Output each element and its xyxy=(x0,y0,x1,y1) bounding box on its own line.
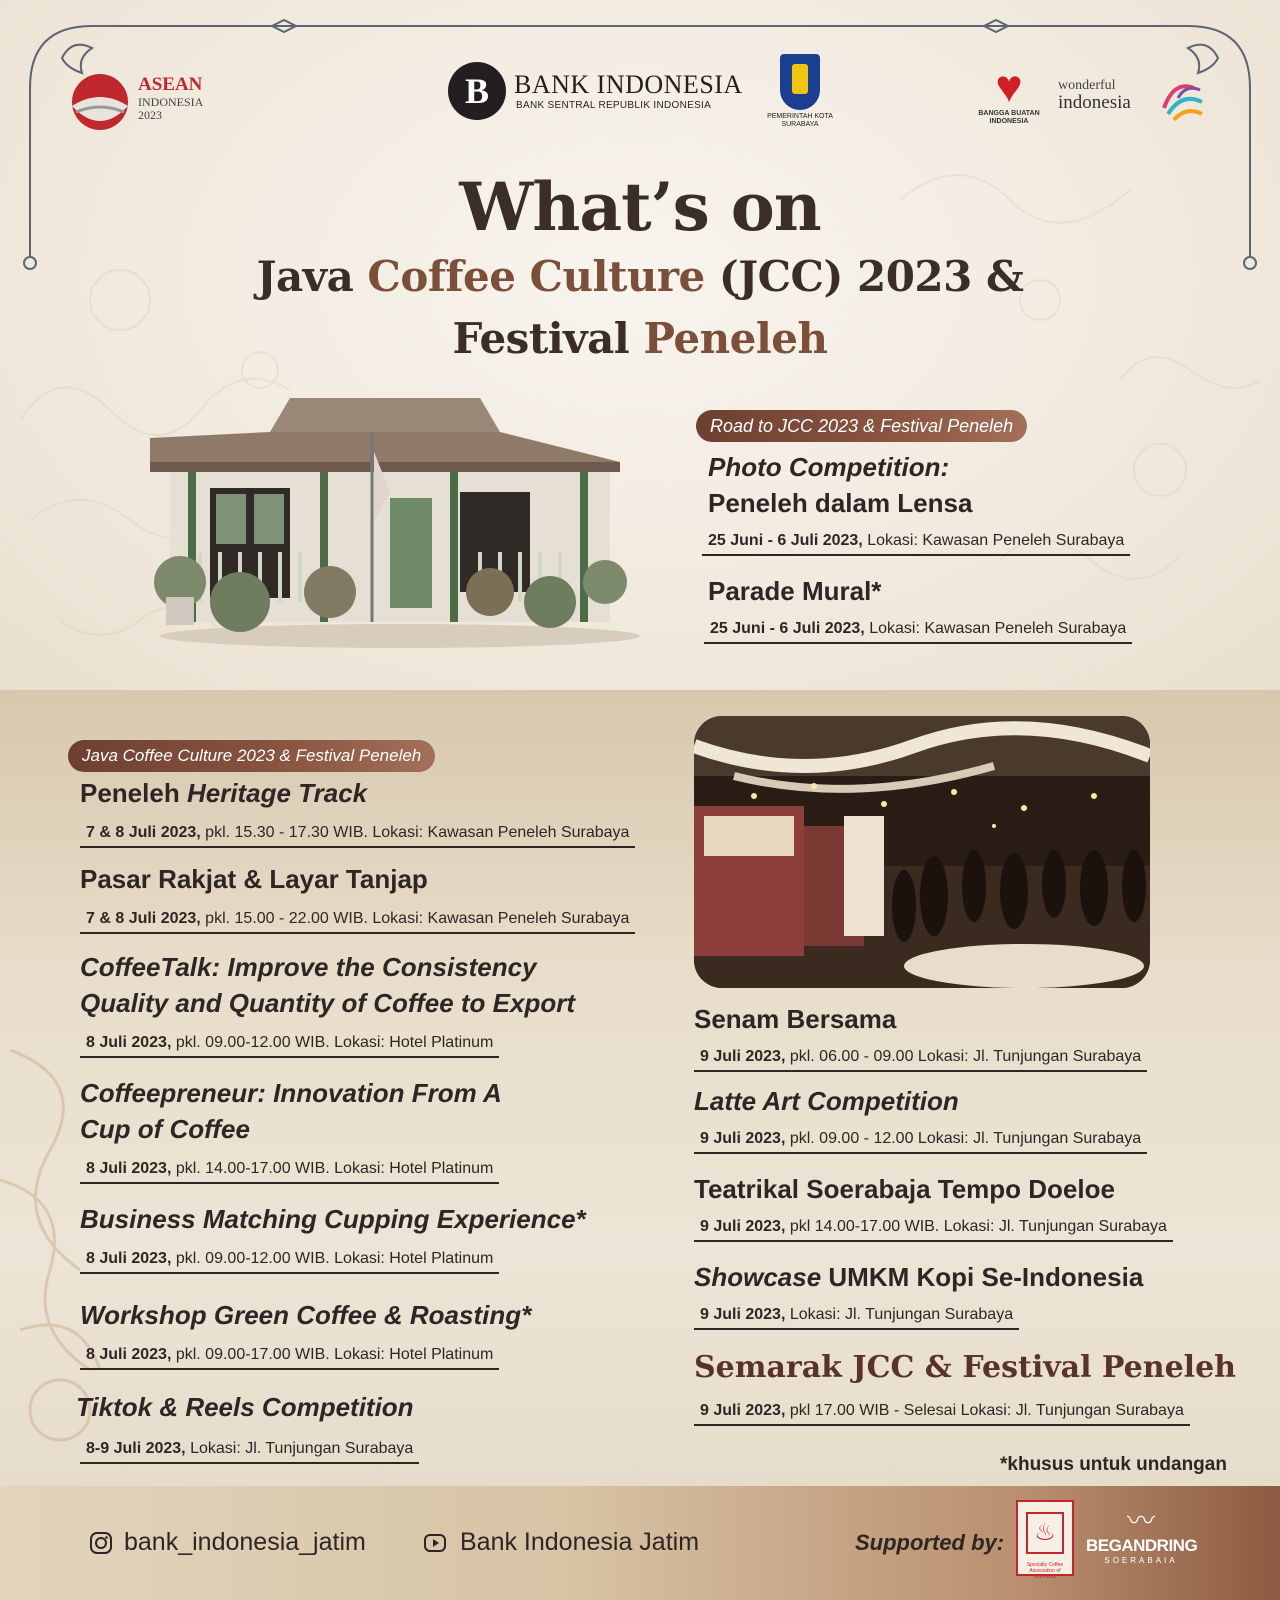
event-location: pkl. 09.00-17.00 WIB. Lokasi: Hotel Platinum xyxy=(171,1346,494,1363)
event-detail xyxy=(80,1034,499,1058)
event-title: Parade Mural* xyxy=(708,576,882,606)
asean-subtitle xyxy=(138,96,203,122)
event-detail xyxy=(80,1160,499,1184)
event-title: Coffeepreneur: Innovation From A xyxy=(80,1078,502,1108)
event-title: Workshop Green Coffee & Roasting* xyxy=(80,1300,532,1330)
event-location: Lokasi: Jl. Tunjungan Surabaya xyxy=(185,1440,414,1457)
event-date: 9 Juli 2023, xyxy=(700,1402,786,1419)
asean-year: 2023 xyxy=(138,108,162,122)
event-date: 9 Juli 2023, xyxy=(700,1218,786,1235)
event-location: pkl. 09.00-12.00 WIB. Lokasi: Hotel Platinum xyxy=(171,1034,494,1051)
event-date: 8-9 Juli 2023, xyxy=(86,1440,186,1457)
main-event-pill: Java Coffee Culture 2023 & Festival Peneleh xyxy=(68,740,435,772)
peneleh-house-photo xyxy=(150,392,646,654)
headline-accent: Peneleh xyxy=(643,314,828,363)
event-detail xyxy=(694,1048,1147,1072)
scai-label: Specialty Coffee Association of Indonesia xyxy=(1026,1562,1064,1580)
event-detail xyxy=(694,1306,1019,1330)
event-title-highlight: Semarak JCC & Festival Peneleh xyxy=(694,1350,1236,1385)
event-detail xyxy=(694,1402,1190,1426)
event-location: pkl 17.00 WIB - Selesai Lokasi: Jl. Tunjungan Surabaya xyxy=(785,1402,1184,1419)
coffee-steam-icon: ♨ xyxy=(1026,1512,1064,1554)
event-date: 8 Juli 2023, xyxy=(86,1160,172,1177)
supported-by-label: Supported by: xyxy=(855,1530,1005,1555)
surabaya-logo xyxy=(760,54,840,138)
event-title-part: Peneleh xyxy=(80,778,187,808)
surabaya-label: PEMERINTAH KOTA SURABAYA xyxy=(767,113,833,128)
event-location: Lokasi: Jl. Tunjungan Surabaya xyxy=(785,1306,1014,1323)
crocodile-icon: 〰 xyxy=(1126,1505,1155,1536)
bank-indonesia-subtitle: BANK SENTRAL REPUBLIK INDONESIA xyxy=(516,100,712,111)
event-title-part: Showcase xyxy=(694,1262,822,1292)
headline-festival xyxy=(0,314,1280,363)
event-location: pkl. 15.30 - 17.30 WIB. Lokasi: Kawasan Peneleh Surabaya xyxy=(200,824,630,841)
headline-jcc xyxy=(0,252,1280,301)
event-location: pkl. 09.00 - 12.00 Lokasi: Jl. Tunjungan Surabaya xyxy=(785,1130,1142,1147)
event-date: 8 Juli 2023, xyxy=(86,1346,172,1363)
surabaya-shield-icon xyxy=(780,54,820,110)
event-title: CoffeeTalk: Improve the Consistency xyxy=(80,952,537,982)
event-date: 9 Juli 2023, xyxy=(700,1306,786,1323)
indonesia-label: indonesia xyxy=(1058,92,1131,113)
headline-part: Java xyxy=(256,252,368,301)
top-section xyxy=(0,0,1280,690)
bangga-buatan-logo xyxy=(974,62,1044,134)
headline-part: (JCC) 2023 & xyxy=(704,252,1024,301)
event-date: 25 Juni - 6 Juli 2023, xyxy=(708,532,863,549)
event-date: 8 Juli 2023, xyxy=(86,1250,172,1267)
event-date: 9 Juli 2023, xyxy=(700,1130,786,1147)
scai-logo xyxy=(1016,1500,1074,1580)
bank-indonesia-mark: B xyxy=(448,62,506,120)
event-detail xyxy=(80,910,635,934)
asean-emblem-icon xyxy=(68,72,132,132)
youtube-icon xyxy=(424,1532,446,1554)
invitation-footnote: *khusus untuk undangan xyxy=(1000,1454,1227,1475)
heart-icon: ♥ xyxy=(995,60,1023,112)
event-title: Senam Bersama xyxy=(694,1004,897,1034)
bank-indonesia-logo xyxy=(448,62,743,122)
road-to-jcc-pill: Road to JCC 2023 & Festival Peneleh xyxy=(696,410,1027,442)
event-location: Lokasi: Kawasan Peneleh Surabaya xyxy=(864,620,1127,637)
event-detail xyxy=(80,1250,499,1274)
event-date: 7 & 8 Juli 2023, xyxy=(86,824,201,841)
event-detail xyxy=(694,1130,1147,1154)
event-detail xyxy=(704,620,1132,644)
event-location: pkl. 09.00-12.00 WIB. Lokasi: Hotel Platinum xyxy=(171,1250,494,1267)
begandring-logo xyxy=(1086,1506,1196,1576)
instagram-handle[interactable]: bank_indonesia_jatim xyxy=(124,1528,366,1556)
instagram-icon xyxy=(90,1532,112,1554)
event-location: pkl 14.00-17.00 WIB. Lokasi: Jl. Tunjungan Surabaya xyxy=(785,1218,1167,1235)
garuda-swirl-icon xyxy=(1158,78,1208,124)
event-detail xyxy=(702,532,1130,556)
asean-logo xyxy=(68,72,218,132)
wonderful-label: wonderful xyxy=(1058,78,1116,93)
event-title: Tiktok & Reels Competition xyxy=(76,1392,414,1422)
event-detail xyxy=(80,1346,499,1370)
event-title xyxy=(694,1262,1143,1293)
asean-country: INDONESIA xyxy=(138,95,204,109)
event-date: 9 Juli 2023, xyxy=(700,1048,786,1065)
event-title: Cup of Coffee xyxy=(80,1114,250,1144)
event-detail xyxy=(694,1218,1173,1242)
event-date: 8 Juli 2023, xyxy=(86,1034,172,1051)
bangga-label: BANGGA BUATAN INDONESIA xyxy=(978,110,1040,125)
event-title: Photo Competition: xyxy=(708,452,950,482)
event-title: Business Matching Cupping Experience* xyxy=(80,1204,586,1234)
event-location: pkl. 06.00 - 09.00 Lokasi: Jl. Tunjungan Surabaya xyxy=(785,1048,1142,1065)
event-title-part: Heritage Track xyxy=(186,778,368,808)
event-date: 7 & 8 Juli 2023, xyxy=(86,910,201,927)
event-title xyxy=(80,778,367,809)
headline-part: Festival xyxy=(452,314,644,363)
wonderful-indonesia-logo xyxy=(1058,78,1208,128)
bank-indonesia-name: BANK INDONESIA xyxy=(514,70,743,99)
begandring-name: BEGANDRING xyxy=(1086,1536,1198,1555)
youtube-channel[interactable]: Bank Indonesia Jatim xyxy=(460,1528,700,1556)
event-title: Quality and Quantity of Coffee to Export xyxy=(80,988,575,1018)
asean-name: ASEAN xyxy=(138,74,203,95)
event-date: 25 Juni - 6 Juli 2023, xyxy=(710,620,865,637)
event-title: Teatrikal Soerabaja Tempo Doeloe xyxy=(694,1174,1115,1204)
begandring-sub: SOERABAIA xyxy=(1104,1556,1178,1565)
event-detail xyxy=(80,1440,419,1464)
event-title: Pasar Rakjat & Layar Tanjap xyxy=(80,864,428,894)
event-title: Latte Art Competition xyxy=(694,1086,959,1116)
event-location: Lokasi: Kawasan Peneleh Surabaya xyxy=(862,532,1125,549)
event-location: pkl. 14.00-17.00 WIB. Lokasi: Hotel Platinum xyxy=(171,1160,494,1177)
event-detail xyxy=(80,824,635,848)
event-title-part: UMKM Kopi Se-Indonesia xyxy=(821,1262,1144,1292)
event-title: Peneleh dalam Lensa xyxy=(708,488,973,518)
headline-accent: Coffee Culture xyxy=(367,252,705,301)
headline: What’s on xyxy=(459,168,821,246)
night-market-photo xyxy=(694,716,1150,988)
event-location: pkl. 15.00 - 22.00 WIB. Lokasi: Kawasan Peneleh Surabaya xyxy=(200,910,630,927)
